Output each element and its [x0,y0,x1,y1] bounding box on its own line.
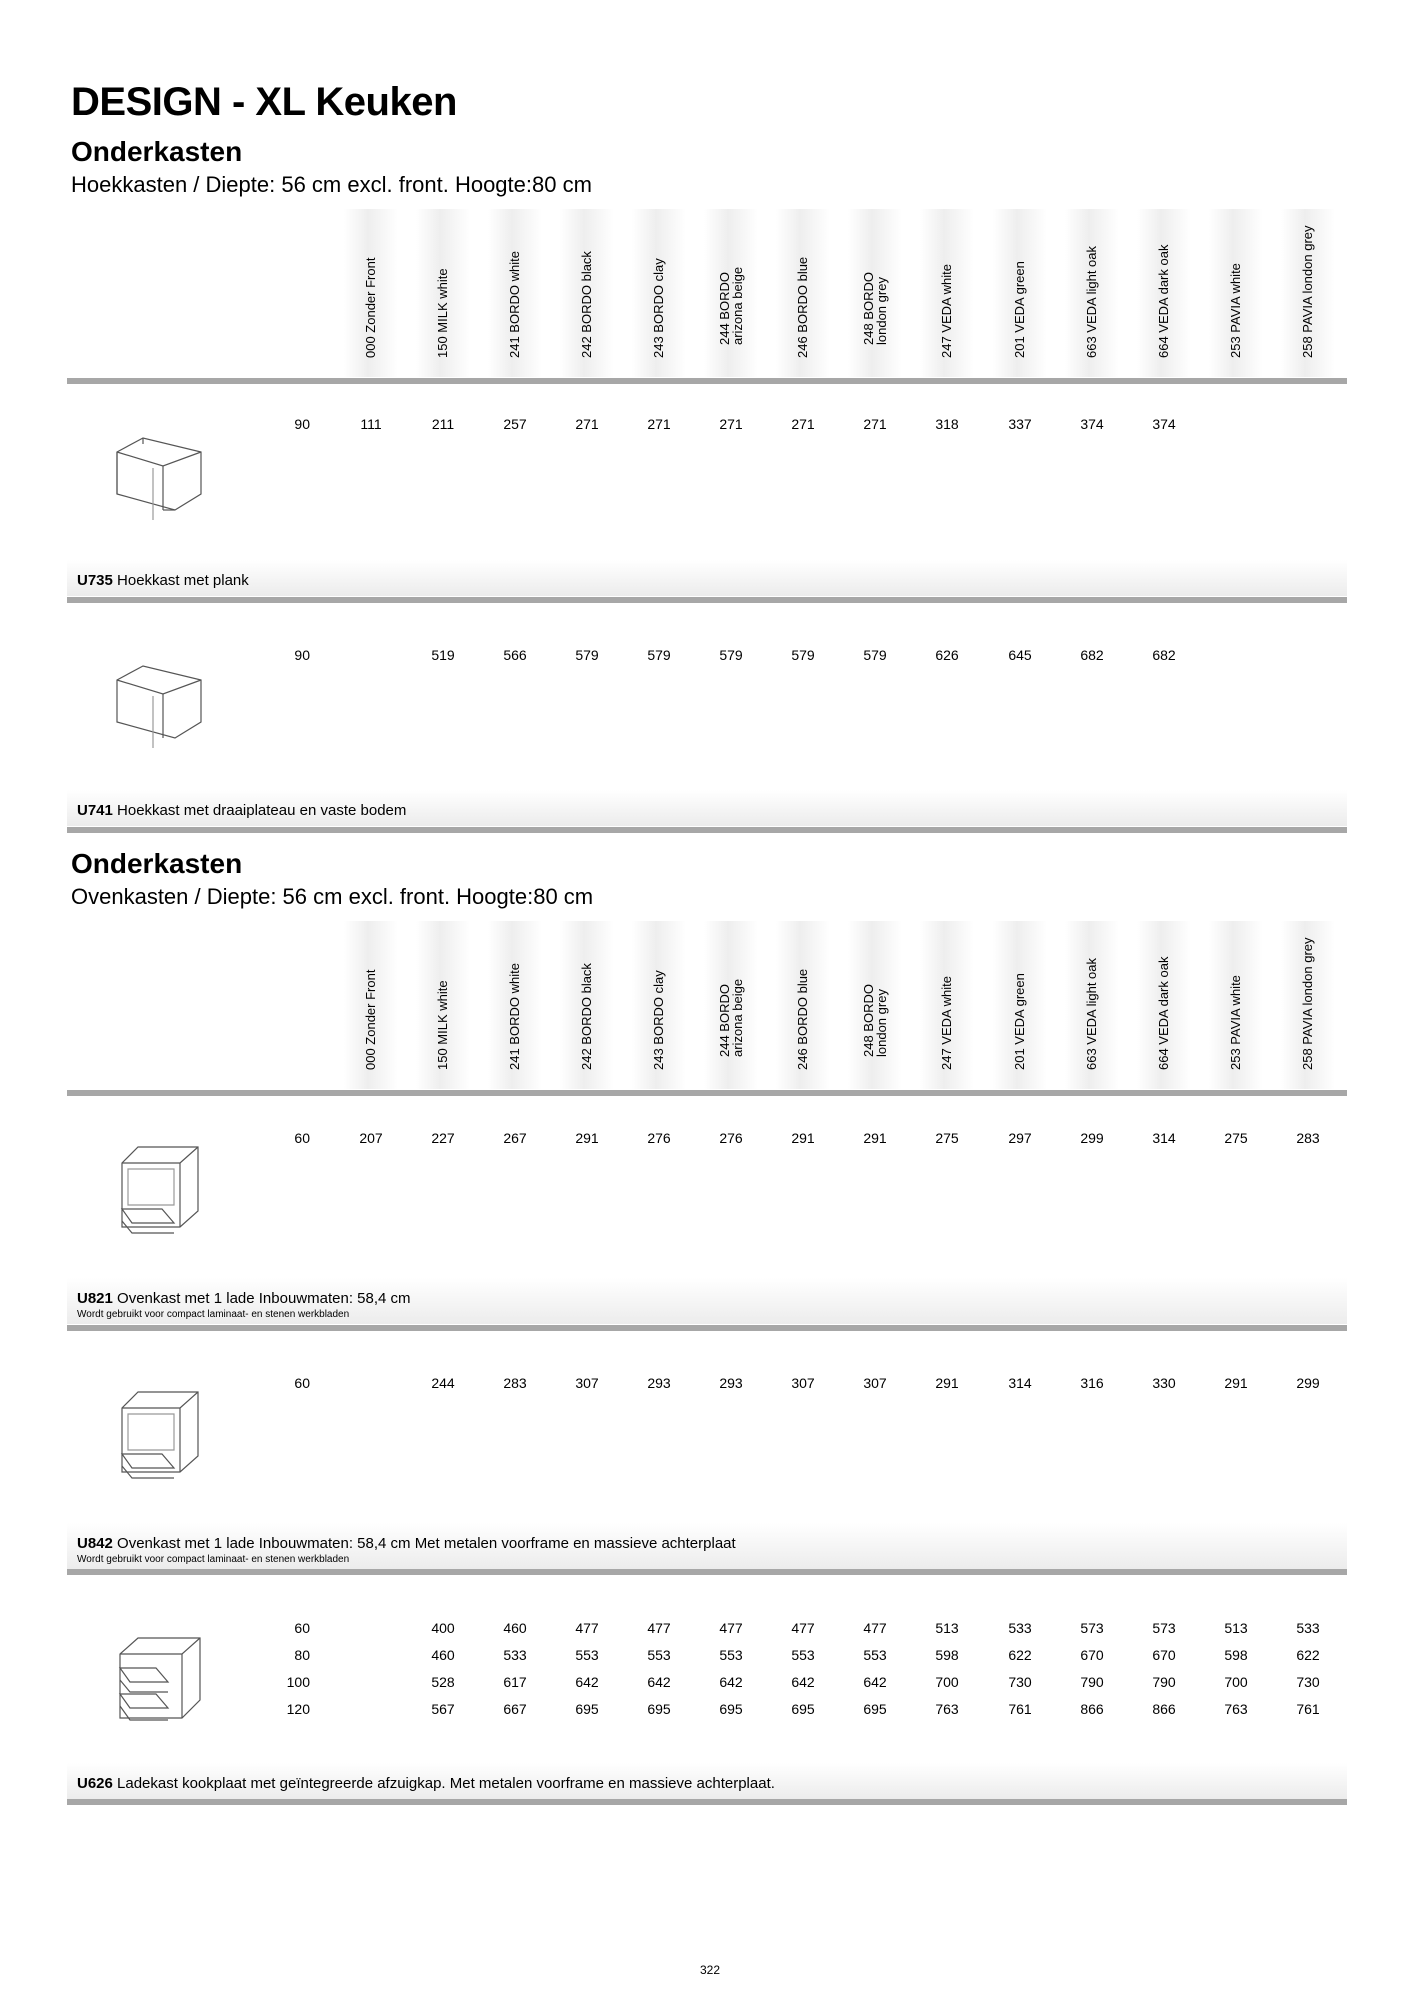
column-header [848,209,902,377]
column-header [632,209,686,377]
column-header [1065,921,1119,1089]
size-cell: 100 [286,1674,310,1690]
price-cell: 257 [503,416,527,432]
column-header-label: 150 MILK white [435,980,450,1070]
divider [67,1325,1347,1331]
item-title [77,1535,736,1552]
price-cell: 275 [935,1130,959,1146]
price-cell: 695 [719,1701,743,1717]
column-header-label: 246 BORDO blue [795,256,810,358]
price-cell: 291 [575,1130,599,1146]
item-name: Ladekast kookplaat met geïntegreerde afzuigkap. Met metalen voorframe en massieve achterplaat. [117,1775,775,1792]
price-cell: 267 [503,1130,527,1146]
oven-cabinet-icon [118,1388,202,1489]
item-title-bar [67,1763,1347,1799]
price-cell: 271 [647,416,671,432]
price-cell: 533 [1296,1620,1320,1636]
column-header [488,921,542,1089]
price-cell: 477 [647,1620,671,1636]
item-title-bar [67,1278,1347,1324]
price-cell: 579 [863,647,887,663]
price-cell: 513 [1224,1620,1248,1636]
column-header [416,921,470,1089]
column-header [1281,921,1335,1089]
item-title-bar [67,560,1347,596]
price-cell: 293 [647,1375,671,1391]
size-cell: 60 [294,1130,310,1146]
price-cell: 682 [1080,647,1104,663]
column-header-label: 241 BORDO white [507,963,522,1070]
column-header [632,921,686,1089]
price-cell: 318 [935,416,959,432]
price-cell: 271 [863,416,887,432]
column-header [776,209,830,377]
column-header [1281,209,1335,377]
price-cell: 598 [935,1647,959,1663]
price-cell: 291 [1224,1375,1248,1391]
price-cell: 291 [935,1375,959,1391]
price-cell: 477 [575,1620,599,1636]
price-cell: 866 [1080,1701,1104,1717]
price-cell: 307 [575,1375,599,1391]
price-cell: 761 [1296,1701,1320,1717]
price-cell: 283 [503,1375,527,1391]
price-cell: 227 [431,1130,455,1146]
price-cell: 460 [431,1647,455,1663]
column-header-label: 150 MILK white [435,268,450,358]
price-cell: 682 [1152,647,1176,663]
column-header-label: 242 BORDO black [579,251,594,358]
price-cell: 598 [1224,1647,1248,1663]
column-header-label: 258 PAVIA london grey [1300,225,1315,358]
price-cell: 642 [863,1674,887,1690]
column-header-label: 244 BORDO arizona beige [717,978,745,1057]
price-cell: 307 [791,1375,815,1391]
price-cell: 374 [1080,416,1104,432]
price-cell: 667 [503,1701,527,1717]
price-cell: 579 [647,647,671,663]
price-cell: 761 [1008,1701,1032,1717]
column-header-label: 247 VEDA white [939,976,954,1070]
divider [67,827,1347,833]
column-header-label: 201 VEDA green [1012,973,1027,1070]
divider [67,1569,1347,1575]
size-cell: 90 [294,647,310,663]
price-cell: 553 [863,1647,887,1663]
size-cell: 60 [294,1375,310,1391]
divider [67,378,1347,384]
price-cell: 670 [1152,1647,1176,1663]
column-header-label: 663 VEDA light oak [1084,245,1099,358]
price-cell: 337 [1008,416,1032,432]
item-name: Hoekkast met draaiplateau en vaste bodem [117,802,407,819]
column-header-label: 664 VEDA dark oak [1156,244,1171,358]
price-cell: 519 [431,647,455,663]
price-cell: 330 [1152,1375,1176,1391]
size-cell: 120 [286,1701,310,1717]
price-cell: 244 [431,1375,455,1391]
column-header [993,209,1047,377]
price-cell: 211 [431,416,455,432]
size-cell: 60 [294,1620,310,1636]
column-header-label: 201 VEDA green [1012,261,1027,358]
item-title [77,1775,775,1792]
price-cell: 553 [647,1647,671,1663]
column-header-label: 664 VEDA dark oak [1156,956,1171,1070]
column-header [704,209,758,377]
column-header [1065,209,1119,377]
column-header [560,921,614,1089]
price-cell: 642 [719,1674,743,1690]
column-header-label: 000 Zonder Front [363,969,378,1070]
column-header [848,921,902,1089]
item-note: Wordt gebruikt voor compact laminaat- en stenen werkbladen [77,1554,350,1565]
item-code: U735 [77,572,113,589]
item-code: U626 [77,1775,113,1792]
price-cell: 730 [1296,1674,1320,1690]
price-cell: 579 [719,647,743,663]
item-name: Ovenkast met 1 lade Inbouwmaten: 58,4 cm Met metalen voorframe en massieve achterplaat [117,1535,736,1552]
price-cell: 207 [359,1130,383,1146]
price-cell: 307 [863,1375,887,1391]
column-header-label: 663 VEDA light oak [1084,957,1099,1070]
price-cell: 670 [1080,1647,1104,1663]
column-header-label: 241 BORDO white [507,251,522,358]
price-cell: 271 [791,416,815,432]
price-cell: 553 [719,1647,743,1663]
column-header-label: 000 Zonder Front [363,257,378,358]
price-cell: 642 [647,1674,671,1690]
column-header [1137,921,1191,1089]
corner-cabinet-carousel-icon [113,660,205,757]
column-header [488,209,542,377]
oven-cabinet-icon [118,1143,202,1244]
price-cell: 291 [863,1130,887,1146]
price-cell: 553 [791,1647,815,1663]
price-cell: 460 [503,1620,527,1636]
item-title-bar [67,790,1347,826]
price-cell: 622 [1296,1647,1320,1663]
column-header [416,209,470,377]
price-cell: 622 [1008,1647,1032,1663]
price-cell: 291 [791,1130,815,1146]
section2-heading: Onderkasten [71,848,243,879]
column-header-label: 253 PAVIA white [1228,263,1243,358]
column-header [776,921,830,1089]
price-cell: 617 [503,1674,527,1690]
column-header [704,921,758,1089]
price-cell: 299 [1296,1375,1320,1391]
price-cell: 566 [503,647,527,663]
price-cell: 579 [791,647,815,663]
corner-cabinet-icon [113,432,205,529]
column-header-label: 253 PAVIA white [1228,975,1243,1070]
column-header-label: 258 PAVIA london grey [1300,937,1315,1070]
column-header-label: 248 BORDO london grey [861,984,889,1057]
price-cell: 400 [431,1620,455,1636]
price-cell: 314 [1008,1375,1032,1391]
price-cell: 645 [1008,647,1032,663]
price-cell: 626 [935,647,959,663]
column-header [1209,921,1263,1089]
price-cell: 477 [791,1620,815,1636]
price-cell: 579 [575,647,599,663]
column-header [993,921,1047,1089]
price-cell: 695 [575,1701,599,1717]
price-cell: 528 [431,1674,455,1690]
column-header-label: 248 BORDO london grey [861,272,889,345]
price-cell: 790 [1080,1674,1104,1690]
price-cell: 513 [935,1620,959,1636]
price-cell: 573 [1080,1620,1104,1636]
item-code: U741 [77,802,113,819]
column-header [920,921,974,1089]
section2-subheading: Ovenkasten / Diepte: 56 cm excl. front. Hoogte:80 cm [71,884,594,909]
item-name: Ovenkast met 1 lade Inbouwmaten: 58,4 cm [117,1290,411,1307]
column-header [344,921,398,1089]
price-cell: 533 [1008,1620,1032,1636]
column-header-label: 243 BORDO clay [651,970,666,1070]
divider [67,597,1347,603]
price-cell: 271 [575,416,599,432]
item-note: Wordt gebruikt voor compact laminaat- en stenen werkbladen [77,1309,350,1320]
price-cell: 695 [791,1701,815,1717]
page-title: DESIGN - XL Keuken [71,80,457,124]
divider [67,1090,1347,1096]
price-cell: 573 [1152,1620,1176,1636]
price-cell: 700 [1224,1674,1248,1690]
price-cell: 730 [1008,1674,1032,1690]
divider [67,1799,1347,1805]
page-number: 322 [699,1963,721,1977]
item-title-bar [67,1523,1347,1569]
price-cell: 642 [791,1674,815,1690]
price-cell: 763 [1224,1701,1248,1717]
price-cell: 695 [863,1701,887,1717]
price-cell: 790 [1152,1674,1176,1690]
column-header [344,209,398,377]
price-cell: 271 [719,416,743,432]
price-cell: 477 [719,1620,743,1636]
price-cell: 293 [719,1375,743,1391]
price-cell: 866 [1152,1701,1176,1717]
price-cell: 314 [1152,1130,1176,1146]
size-cell: 80 [294,1647,310,1663]
price-cell: 299 [1080,1130,1104,1146]
item-code: U821 [77,1290,113,1307]
section1-heading: Onderkasten [71,136,243,167]
price-cell: 695 [647,1701,671,1717]
item-title [77,802,406,819]
item-title [77,1290,411,1307]
column-header-label: 243 BORDO clay [651,258,666,358]
price-cell: 297 [1008,1130,1032,1146]
item-name: Hoekkast met plank [117,572,249,589]
price-cell: 553 [575,1647,599,1663]
column-header [1209,209,1263,377]
price-cell: 700 [935,1674,959,1690]
column-header [1137,209,1191,377]
price-cell: 763 [935,1701,959,1717]
price-cell: 316 [1080,1375,1104,1391]
price-cell: 533 [503,1647,527,1663]
column-header-row [0,209,1413,377]
column-header-label: 242 BORDO black [579,963,594,1070]
column-header [560,209,614,377]
price-cell: 283 [1296,1130,1320,1146]
price-cell: 642 [575,1674,599,1690]
price-cell: 276 [647,1130,671,1146]
drawer-cabinet-icon [116,1634,204,1735]
section1-subheading: Hoekkasten / Diepte: 56 cm excl. front. Hoogte:80 cm [71,172,592,197]
price-cell: 111 [360,416,382,432]
price-cell: 567 [431,1701,455,1717]
price-cell: 275 [1224,1130,1248,1146]
column-header-label: 244 BORDO arizona beige [717,266,745,345]
column-header-row [0,921,1413,1089]
item-title [77,572,249,589]
price-cell: 477 [863,1620,887,1636]
price-cell: 374 [1152,416,1176,432]
column-header-label: 247 VEDA white [939,264,954,358]
price-cell: 276 [719,1130,743,1146]
size-cell: 90 [294,416,310,432]
column-header [920,209,974,377]
item-code: U842 [77,1535,113,1552]
column-header-label: 246 BORDO blue [795,968,810,1070]
